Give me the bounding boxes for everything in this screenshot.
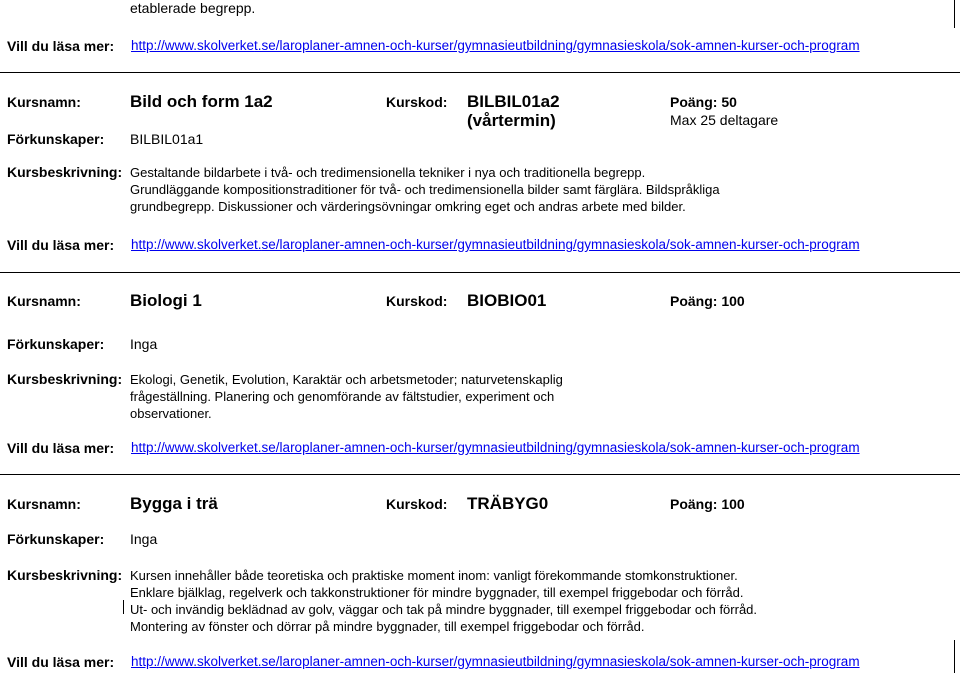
read-more-link[interactable]: http://www.skolverket.se/laroplaner-amnen-och-kurser/gymnasieutbildning/gymnasieskola/sok-amnen-kurser-och-program: [131, 38, 860, 53]
table-border: [954, 0, 955, 28]
table-border: [954, 640, 955, 673]
description-line: Montering av fönster och dörrar på mindre byggnader, till exempel friggebodar och förråd.: [130, 619, 645, 634]
course-code: BILBIL01a2: [467, 92, 560, 111]
course-description: [130, 164, 720, 215]
prerequisites-label: Förkunskaper:: [7, 531, 105, 547]
section-divider: [0, 272, 960, 273]
course-points: Poäng: 50: [670, 94, 737, 110]
course-code-note: (vårtermin): [467, 111, 556, 130]
course-description: [130, 567, 757, 635]
course-name: Bild och form 1a2: [130, 92, 273, 111]
read-more-link[interactable]: http://www.skolverket.se/laroplaner-amnen-och-kurser/gymnasieutbildning/gymnasieskola/sok-amnen-kurser-och-program: [131, 654, 860, 669]
description-line: Ut- och invändig beklädnad av golv, väggar och tak på mindre byggnader, till exempel friggebodar och förråd.: [130, 602, 758, 617]
description-label: Kursbeskrivning:: [7, 567, 123, 583]
prerequisites: BILBIL01a1: [130, 131, 204, 147]
description-line: Gestaltande bildarbete i två- och tredimensionella tekniker i nya och traditionella begrepp.: [130, 165, 646, 180]
description-line: Ekologi, Genetik, Evolution, Karaktär och arbetsmetoder; naturvetenskaplig: [130, 372, 563, 387]
course-code-label: Kurskod:: [386, 496, 448, 512]
description-line: Kursen innehåller både teoretiska och praktiske moment inom: vanligt förekommande stomkonstruktioner.: [130, 568, 738, 583]
description-line: Enklare bjälklag, regelverk och takkonstruktioner för mindre byggnader, till exempel friggebodar och förråd.: [130, 585, 744, 600]
course-name-label: Kursnamn:: [7, 293, 81, 309]
prerequisites-label: Förkunskaper:: [7, 336, 105, 352]
prerequisites-label: Förkunskaper:: [7, 131, 105, 147]
description-line: Grundläggande kompositionstraditioner för två- och tredimensionella bilder samt färglära. Bildspråkliga: [130, 182, 720, 197]
section-divider: [0, 72, 960, 73]
course-points: Poäng: 100: [670, 293, 745, 309]
read-more-label: Vill du läsa mer:: [7, 237, 115, 253]
read-more-link[interactable]: http://www.skolverket.se/laroplaner-amnen-och-kurser/gymnasieutbildning/gymnasieskola/sok-amnen-kurser-och-program: [131, 237, 860, 252]
course-name: Bygga i trä: [130, 494, 218, 513]
previous-course-description-end: etablerade begrepp.: [130, 0, 256, 16]
max-participants: Max 25 deltagare: [670, 112, 779, 128]
read-more-label: Vill du läsa mer:: [7, 654, 115, 670]
prerequisites: Inga: [130, 336, 158, 352]
course-code: TRÄBYG0: [467, 494, 549, 513]
prerequisites: Inga: [130, 531, 158, 547]
read-more-label: Vill du läsa mer:: [7, 440, 115, 456]
description-line: frågeställning. Planering och genomförande av fältstudier, experiment och: [130, 389, 555, 404]
course-name-label: Kursnamn:: [7, 496, 81, 512]
table-border: [123, 600, 124, 614]
description-line: observationer.: [130, 406, 212, 421]
course-code-label: Kurskod:: [386, 293, 448, 309]
course-name: Biologi 1: [130, 291, 202, 310]
read-more-label: Vill du läsa mer:: [7, 38, 115, 54]
section-divider: [0, 474, 960, 475]
course-code: BIOBIO01: [467, 291, 547, 310]
course-name-label: Kursnamn:: [7, 94, 81, 110]
description-label: Kursbeskrivning:: [7, 164, 123, 180]
course-points: Poäng: 100: [670, 496, 745, 512]
course-code-label: Kurskod:: [386, 94, 448, 110]
course-description: [130, 371, 563, 422]
description-line: grundbegrepp. Diskussioner och värderingsövningar omkring eget och andras arbete med bilder.: [130, 199, 686, 214]
description-label: Kursbeskrivning:: [7, 371, 123, 387]
read-more-link[interactable]: http://www.skolverket.se/laroplaner-amnen-och-kurser/gymnasieutbildning/gymnasieskola/sok-amnen-kurser-och-program: [131, 440, 860, 455]
